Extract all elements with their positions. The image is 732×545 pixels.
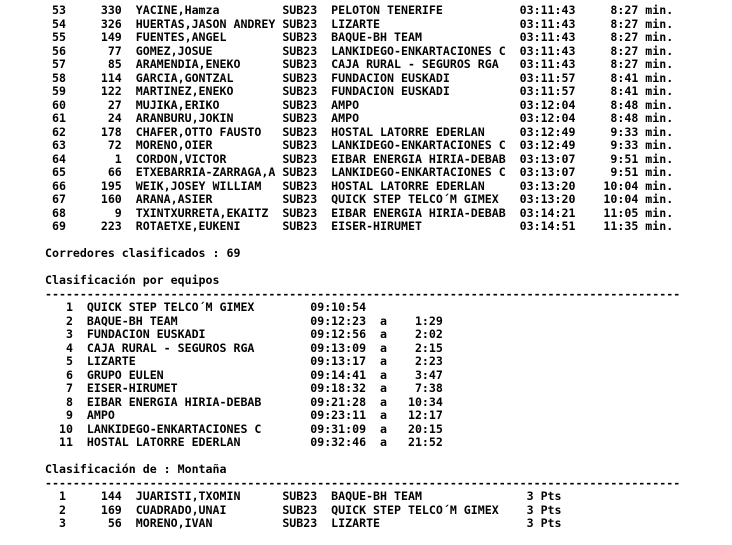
team-result-row: 1 QUICK STEP TELCO´M GIMEX 09:10:54 (45, 300, 367, 314)
team-result-row: 9 AMPO 09:23:11 a 12:17 (45, 408, 443, 422)
team-result-row: 6 GRUPO EULEN 09:14:41 a 3:47 (45, 367, 443, 382)
team-result-row: 3 FUNDACION EUSKADI 09:12:56 a 2:02 (45, 327, 443, 341)
stage-result-row: 60 27 MUJIKA,ERIKO SUB23 AMPO 03:12:04 8:48 min. (45, 97, 674, 112)
stage-result-row: 62 178 CHAFER,OTTO FAUSTO SUB23 HOSTAL LATORRE EDERLAN 03:12:49 9:33 min. (45, 124, 674, 139)
blank-line (45, 450, 680, 464)
separator-line: ------------------------------------------------------------------------------------------- (45, 475, 681, 490)
mountain-result-row: 1 144 JUARISTI,TXOMIN SUB23 BAQUE-BH TEAM 3 Pts (45, 489, 562, 503)
team-result-row: 10 LANKIDEGO-ENKARTACIONES C 09:31:09 a 20:15 (45, 421, 443, 436)
stage-result-row: 68 9 TXINTXURRETA,EKAITZ SUB23 EIBAR ENERGIA HIRIA-DEBAB 03:14:21 11:05 min. (45, 205, 674, 220)
stage-result-row: 56 77 GOMEZ,JOSUE SUB23 LANKIDEGO-ENKARTACIONES C 03:11:43 8:27 min. (45, 43, 674, 58)
mountain-classification-title: Clasificación de : Montaña (45, 462, 227, 476)
team-result-row: 11 HOSTAL LATORRE EDERLAN 09:32:46 a 21:52 (45, 435, 443, 449)
stage-result-row: 64 1 CORDON,VICTOR SUB23 EIBAR ENERGIA HIRIA-DEBAB 03:13:07 9:51 min. (45, 151, 674, 166)
stage-result-row: 54 326 HUERTAS,JASON ANDREY SUB23 LIZARTE 03:11:43 8:27 min. (45, 16, 674, 31)
finishers-count-line: Corredores clasificados : 69 (45, 246, 241, 260)
mountain-result-row: 2 169 CUADRADO,UNAI SUB23 QUICK STEP TELCO´M GIMEX 3 Pts (45, 502, 562, 517)
stage-result-row: 57 85 ARAMENDIA,ENEKO SUB23 CAJA RURAL - SEGUROS RGA 03:11:43 8:27 min. (45, 57, 674, 71)
stage-result-row: 69 223 ROTAETXE,EUKENI SUB23 EISER-HIRUMET 03:14:51 11:35 min. (45, 219, 674, 233)
stage-result-row: 53 330 YACINE,Hamza SUB23 PELOTON TENERIFE 03:11:43 8:27 min. (45, 3, 674, 17)
team-classification-title: Clasificación por equipos (45, 273, 220, 287)
blank-line (45, 234, 680, 248)
separator-line: ------------------------------------------------------------------------------------------- (45, 286, 681, 301)
stage-result-row: 58 114 GARCIA,GONTZAL SUB23 FUNDACION EUSKADI 03:11:57 8:41 min. (45, 70, 674, 85)
mountain-result-row: 3 56 MORENO,IVAN SUB23 LIZARTE 3 Pts (45, 516, 562, 530)
team-result-row: 8 EIBAR ENERGIA HIRIA-DEBAB 09:21:28 a 10:34 (45, 394, 443, 409)
team-result-row: 5 LIZARTE 09:13:17 a 2:23 (45, 354, 443, 368)
stage-result-row: 65 66 ETXEBARRIA-ZARRAGA,A SUB23 LANKIDEGO-ENKARTACIONES C 03:13:07 9:51 min. (45, 165, 674, 179)
stage-result-row: 61 24 ARANBURU,JOKIN SUB23 AMPO 03:12:04 8:48 min. (45, 111, 674, 125)
stage-result-row: 59 122 MARTINEZ,ENEKO SUB23 FUNDACION EUSKADI 03:11:57 8:41 min. (45, 84, 674, 98)
stage-result-row: 66 195 WEIK,JOSEY WILLIAM SUB23 HOSTAL LATORRE EDERLAN 03:13:20 10:04 min. (45, 178, 674, 193)
team-result-row: 7 EISER-HIRUMET 09:18:32 a 7:38 (45, 381, 443, 395)
results-document (45, 4, 680, 531)
team-result-row: 2 BAQUE-BH TEAM 09:12:23 a 1:29 (45, 313, 443, 328)
stage-result-row: 55 149 FUENTES,ANGEL SUB23 BAQUE-BH TEAM 03:11:43 8:27 min. (45, 30, 674, 44)
stage-result-row: 67 160 ARANA,ASIER SUB23 QUICK STEP TELCO´M GIMEX 03:13:20 10:04 min. (45, 192, 674, 206)
stage-result-row: 63 72 MORENO,OIER SUB23 LANKIDEGO-ENKARTACIONES C 03:12:49 9:33 min. (45, 138, 674, 152)
blank-line (45, 261, 680, 275)
team-result-row: 4 CAJA RURAL - SEGUROS RGA 09:13:09 a 2:15 (45, 340, 443, 355)
